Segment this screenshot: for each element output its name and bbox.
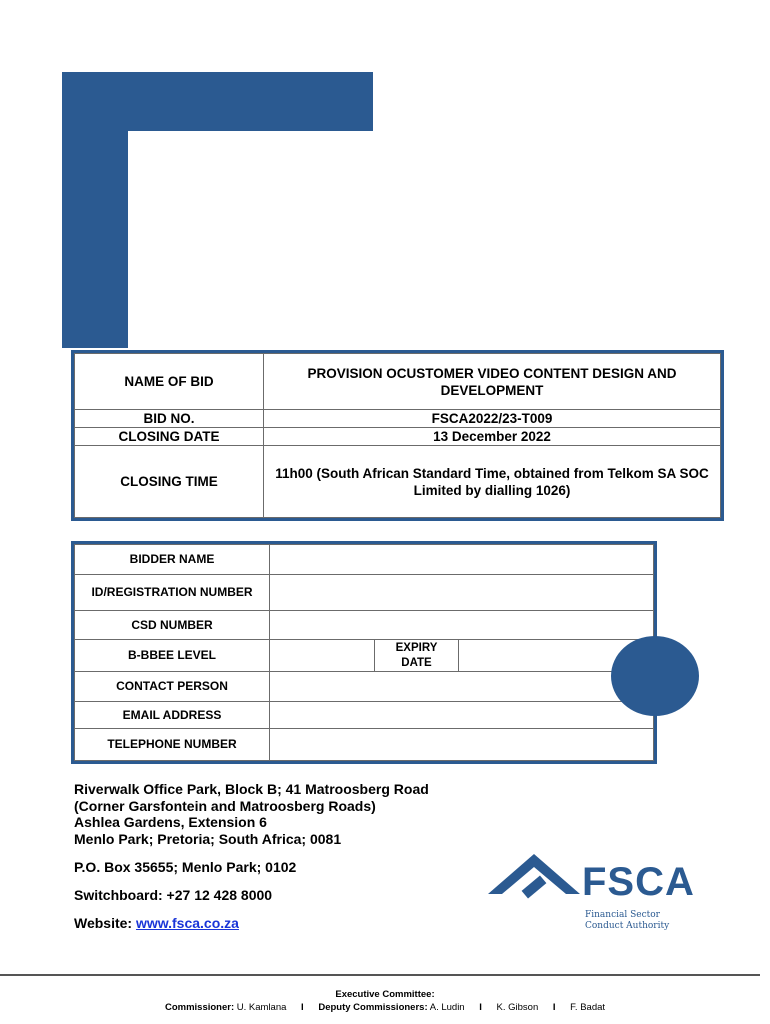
bidder-name-field[interactable] [270,545,654,575]
bid-no-value: FSCA2022/23-T009 [264,410,721,428]
deputy-commissioners-label: Deputy Commissioners: [318,1002,428,1013]
name-of-bid-label: NAME OF BID [75,354,264,410]
website-label: Website: [74,915,136,931]
bid-no-label: BID NO. [75,410,264,428]
bidder-details-table [71,541,657,764]
contact-person-field[interactable] [270,672,654,702]
website-line [74,915,239,932]
csd-number-field[interactable] [270,611,654,640]
separator: I [552,1002,556,1013]
fsca-logo-subtitle-1: Financial Sector [585,910,660,920]
closing-time-value: 11h00 (South African Standard Time, obtained from Telkom SA SOC Limited by dialling 1026) [264,446,721,518]
commissioner-label: Commissioner: [164,1002,235,1013]
deputy-commissioner-1: A. Ludin [429,1002,465,1013]
telephone-number-field[interactable] [270,729,654,761]
email-address-field[interactable] [270,702,654,729]
separator: I [301,1002,304,1013]
commissioner-name: U. Kamlana [236,1002,287,1013]
address-line-1: Riverwalk Office Park, Block B; 41 Matroosberg Road [74,781,429,797]
footer-members [0,1002,770,1013]
address-line-4: Menlo Park; Pretoria; South Africa; 0081 [74,830,342,847]
fsca-logo-subtitle-2: Conduct Authority [585,921,670,931]
fsca-logo-text: FSCA [582,860,695,904]
fsca-logo-subtitle [585,910,669,932]
po-box: P.O. Box 35655; Menlo Park; 0102 [74,859,297,875]
name-of-bid-value: PROVISION OCUSTOMER VIDEO CONTENT DESIGN AND DEVELOPMENT [264,354,721,410]
closing-time-label: CLOSING TIME [75,446,264,518]
footer-divider [0,974,760,976]
id-registration-label: ID/REGISTRATION NUMBER [75,575,270,611]
closing-date-label: CLOSING DATE [75,428,264,446]
website-link[interactable]: www.fsca.co.za [135,915,239,931]
address-line-2: (Corner Garsfontein and Matroosberg Roads) [74,797,376,814]
expiry-date-label: EXPIRY DATE [375,640,459,671]
decorative-circle [611,636,699,716]
email-address-label: EMAIL ADDRESS [75,702,270,729]
deputy-commissioner-3: F. Badat [570,1002,606,1013]
fsca-logo-icon [488,852,582,902]
footer-heading [0,989,770,1000]
separator: I [479,1002,482,1013]
deputy-commissioner-2: K. Gibson [496,1002,539,1013]
bid-info-table [71,350,724,521]
contact-person-label: CONTACT PERSON [75,672,270,702]
telephone-number-label: TELEPHONE NUMBER [75,729,270,761]
executive-committee-heading: Executive Committee: [335,989,435,1000]
bbbee-level-field[interactable] [270,640,375,671]
bbbee-level-label: B-BBEE LEVEL [75,640,270,672]
decorative-l-shape-side [62,72,128,348]
bidder-name-label: BIDDER NAME [75,545,270,575]
csd-number-label: CSD NUMBER [75,611,270,640]
id-registration-field[interactable] [270,575,654,611]
address-line-3: Ashlea Gardens, Extension 6 [74,814,267,830]
switchboard: Switchboard: +27 12 428 8000 [74,887,273,903]
address-block [74,781,429,847]
closing-date-value: 13 December 2022 [264,428,721,446]
